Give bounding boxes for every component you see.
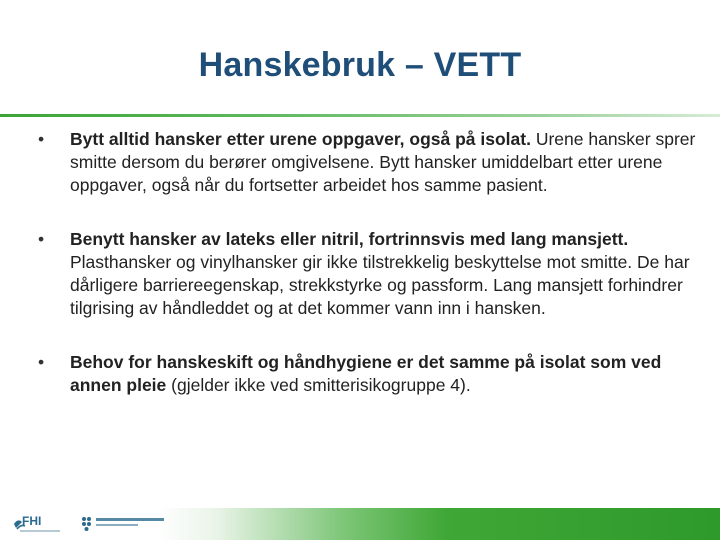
title-divider xyxy=(0,114,720,117)
bullet-marker: • xyxy=(38,352,45,372)
bullet-body-text: (gjelder ikke ved smitterisikogruppe 4). xyxy=(166,375,471,395)
fhi-logo-subline xyxy=(20,530,60,532)
bullet-item xyxy=(38,128,698,197)
bullet-item xyxy=(38,228,698,320)
bullet-bold-text: Bytt alltid hansker etter urene oppgaver, også på isolat. xyxy=(70,129,531,149)
bullet-body-text: Plasthansker og vinylhansker gir ikke tilstrekkelig beskyttelse mot smitte. De har dårligere barriereegenskap, strekkstyrke og passform. Lang mansjett forhindrer tilgrising av håndleddet og at det kommer vann inn i hansken. xyxy=(70,252,690,318)
bullet-body-text: Urene hansker sprer smitte dersom du berører omgivelsene. Bytt hansker umiddelbart etter urene oppgaver, også når du fortsetter arbeidet hos samme pasient. xyxy=(70,129,696,195)
partner-logo-icon xyxy=(78,513,188,535)
bullet-item xyxy=(38,351,698,397)
bullet-list xyxy=(38,128,698,397)
bullet-bold-text: Behov for hanskeskift og håndhygiene er det samme på isolat som ved annen pleie xyxy=(70,352,662,395)
bullet-marker: • xyxy=(38,229,45,249)
slide-title: Hanskebruk – VETT xyxy=(198,46,522,84)
bullet-marker: • xyxy=(38,129,45,149)
fhi-logo-text: FHI xyxy=(22,514,42,528)
bullet-bold-text: Benytt hansker av lateks eller nitril, fortrinnsvis med lang mansjett. xyxy=(70,229,629,249)
